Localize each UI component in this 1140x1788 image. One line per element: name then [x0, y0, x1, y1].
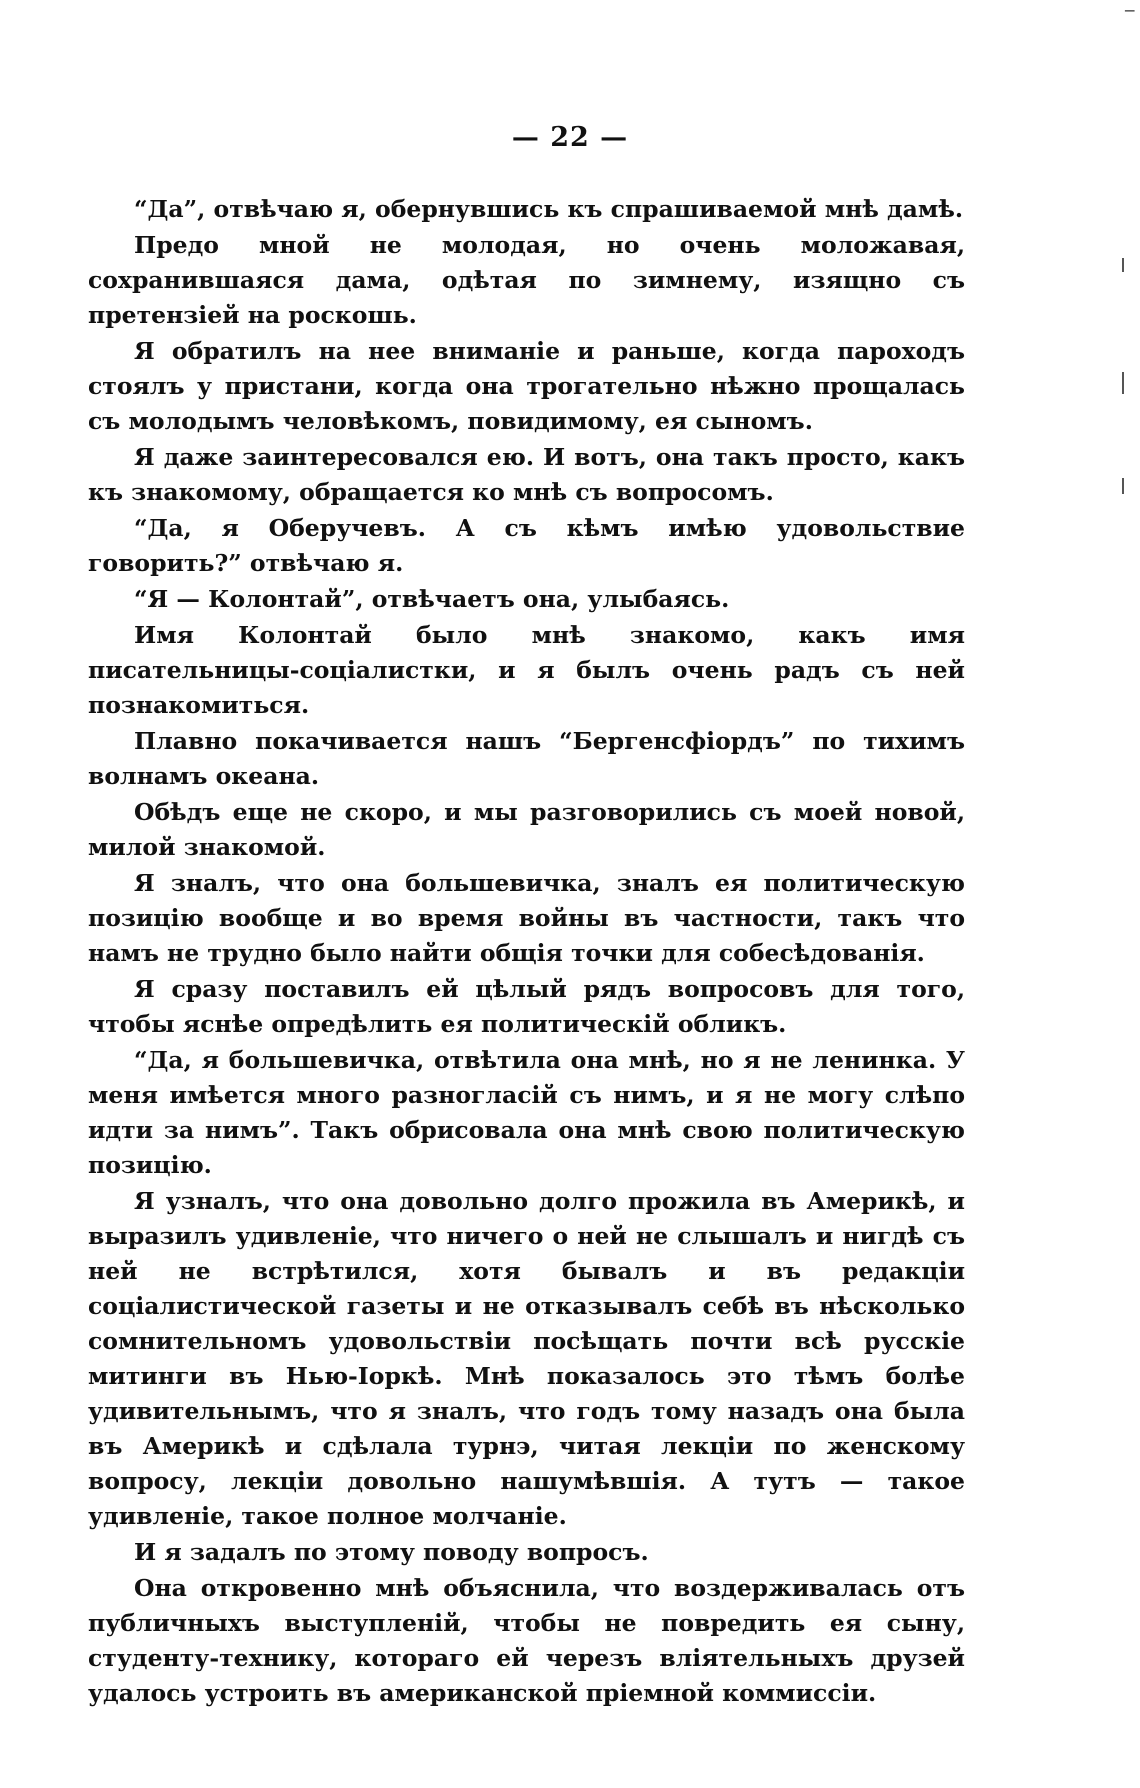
- paragraph: Предо мной не молодая, но очень моложавая, сохранившаяся дама, одѣтая по зимнему, изящно съ претензiей на роскошь.: [88, 231, 965, 329]
- scan-margin-tick: [1122, 372, 1124, 394]
- paragraph: Она откровенно мнѣ объяснила, что воздерживалась отъ публичныхъ выступленiй, чтобы не повредить ея сыну, студенту-технику, котораго ей черезъ влiятельныхъ друзей удалось устроить въ американской прiемной коммиссiи.: [88, 1574, 965, 1707]
- scan-margin-tick: [1122, 258, 1124, 272]
- paragraph: “Да, я большевичка, отвѣтила она мнѣ, но я не ленинка. У меня имѣется много разногласiй съ нимъ, и я не могу слѣпо идти за нимъ”. Такъ обрисовала она мнѣ свою политическую позицiю.: [88, 1046, 965, 1179]
- page-number: — 22 —: [511, 122, 629, 153]
- paragraph: Я узналъ, что она довольно долго прожила въ Америкѣ, и выразилъ удивленiе, что ничего о ней не слышалъ и нигдѣ съ ней не встрѣтился, хотя бывалъ и въ редакцiи соцiалистической газеты и не отказывалъ себѣ въ нѣсколько сомнительномъ удовольствiи посѣщать почти всѣ русскiе митинги въ Нью-Iоркѣ. Мнѣ показалось это тѣмъ болѣе удивительнымъ, что я зналъ, что годъ тому назадъ она была въ Америкѣ и сдѣлала турнэ, читая лекцiи по женскому вопросу, лекцiи довольно нашумѣвшiя. А тутъ — такое удивленiе, такое полное молчанiе.: [88, 1187, 965, 1530]
- paragraph: Я обратилъ на нее вниманiе и раньше, когда пароходъ стоялъ у пристани, когда она трогательно нѣжно прощалась съ молодымъ человѣкомъ, повидимому, ея сыномъ.: [88, 337, 965, 435]
- paragraph: Я зналъ, что она большевичка, зналъ ея политическую позицiю вообще и во время войны въ частности, такъ что намъ не трудно было найти общiя точки для собесѣдованiя.: [88, 869, 965, 967]
- paragraph: “Да, я Оберучевъ. А съ кѣмъ имѣю удовольствие говорить?” отвѣчаю я.: [88, 514, 965, 577]
- paragraph: Имя Колонтай было мнѣ знакомо, какъ имя писательницы-соцiалистки, и я былъ очень радъ съ ней познакомиться.: [88, 621, 965, 719]
- paragraph: “Я — Колонтай”, отвѣчаетъ она, улыбаясь.: [134, 585, 730, 613]
- body-text: [88, 192, 965, 1712]
- paragraph: Я даже заинтересовался ею. И вотъ, она такъ просто, какъ къ знакомому, обращается ко мнѣ съ вопросомъ.: [88, 443, 965, 506]
- paragraph: И я задалъ по этому поводу вопросъ.: [134, 1538, 649, 1566]
- paragraph: “Да”, отвѣчаю я, обернувшись къ спрашиваемой мнѣ дамѣ.: [134, 195, 964, 223]
- paragraph: Я сразу поставилъ ей цѣлый рядъ вопросовъ для того, чтобы яснѣе опредѣлить ея политическiй обликъ.: [88, 975, 965, 1038]
- paragraph: Плавно покачивается нашъ “Бергенсфiордъ” по тихимъ волнамъ океана.: [88, 727, 965, 790]
- scan-margin-tick: [1122, 478, 1124, 494]
- paragraph: Обѣдъ еще не скоро, и мы разговорились съ моей новой, милой знакомой.: [88, 798, 965, 861]
- scan-edge-mark: ‒: [1124, 0, 1136, 21]
